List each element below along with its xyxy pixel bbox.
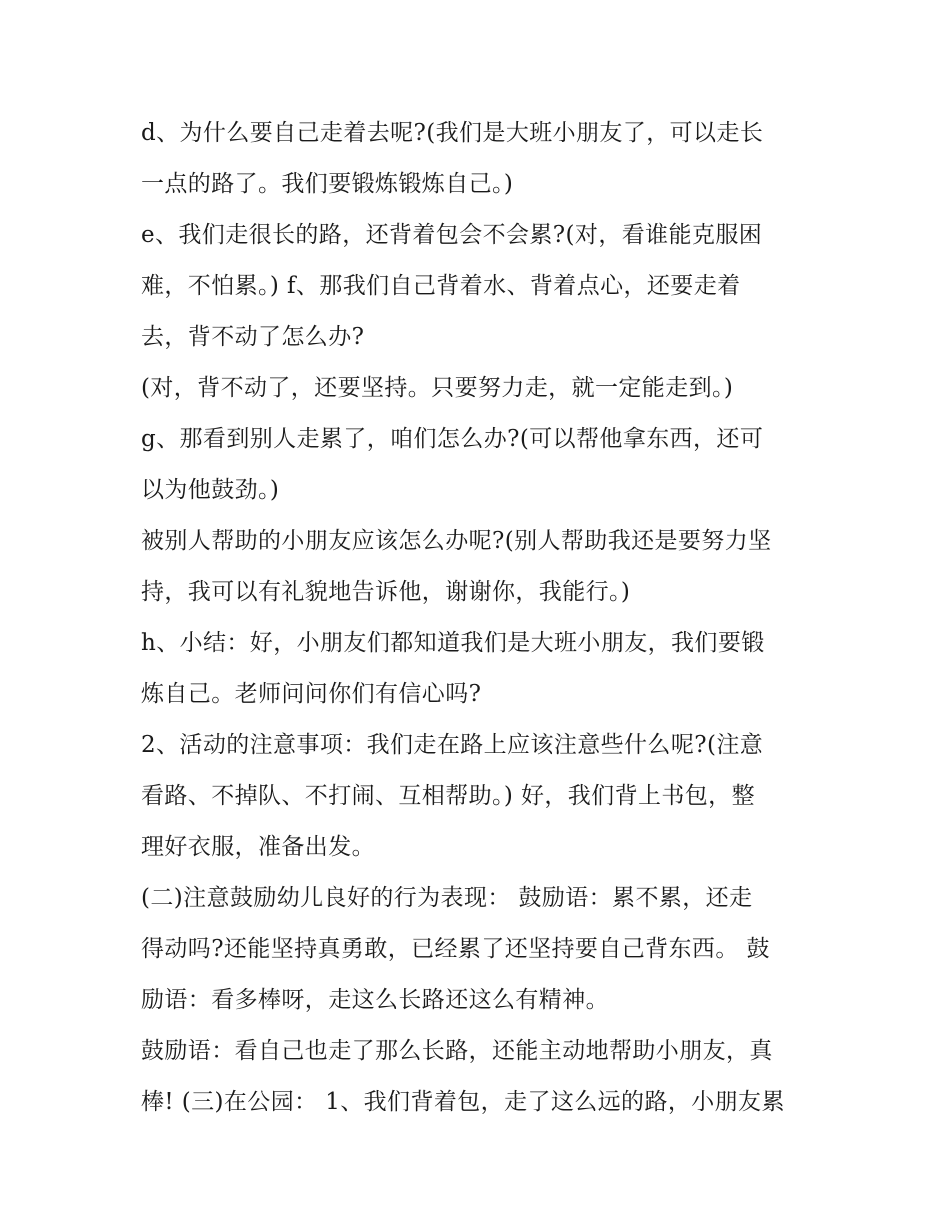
text-line: g、那看到别人走累了，咱们怎么办?(可以帮他拿东西，还可 — [141, 426, 764, 452]
text-line: 一点的路了。我们要锻炼锻炼自己。) — [141, 171, 514, 197]
text-line: 持，我可以有礼貌地告诉他，谢谢你，我能行。) — [141, 579, 631, 605]
text-line: h、小结：好，小朋友们都知道我们是大班小朋友，我们要锻 — [141, 630, 765, 656]
text-line: 以为他鼓劲。) — [141, 477, 280, 503]
text-line: 得动吗?还能坚持真勇敢，已经累了还坚持要自己背东西。 鼓 — [141, 936, 770, 962]
text-line: 炼自己。老师问问你们有信心吗? — [141, 681, 482, 707]
text-line: d、为什么要自己走着去呢?(我们是大班小朋友了，可以走长 — [141, 120, 764, 146]
text-line: 去，背不动了怎么办? — [141, 324, 365, 350]
text-line: (二)注意鼓励幼儿良好的行为表现： 鼓励语：累不累，还走 — [141, 885, 753, 911]
document-body — [141, 108, 821, 1128]
text-line: 棒! (三)在公园： 1、我们背着包，走了这么远的路，小朋友累 — [141, 1089, 785, 1115]
text-line: 看路、不掉队、不打闹、互相帮助。) 好，我们背上书包，整 — [141, 783, 755, 809]
text-line: 鼓励语：看自己也走了那么长路，还能主动地帮助小朋友，真 — [141, 1038, 773, 1064]
text-line: 被别人帮助的小朋友应该怎么办呢?(别人帮助我还是要努力坚 — [141, 528, 772, 554]
text-line: 理好衣服，准备出发。 — [141, 834, 375, 860]
text-line: (对，背不动了，还要坚持。只要努力走，就一定能走到。) — [141, 375, 734, 401]
text-line: 励语：看多棒呀，走这么长路还这么有精神。 — [141, 987, 609, 1013]
text-line: 2、活动的注意事项：我们走在路上应该注意些什么呢?(注意 — [141, 732, 764, 758]
text-line: e、我们走很长的路，还背着包会不会累?(对，看谁能克服困 — [141, 222, 763, 248]
text-line: 难，不怕累。) f、那我们自己背着水、背着点心，还要走着 — [141, 273, 741, 299]
